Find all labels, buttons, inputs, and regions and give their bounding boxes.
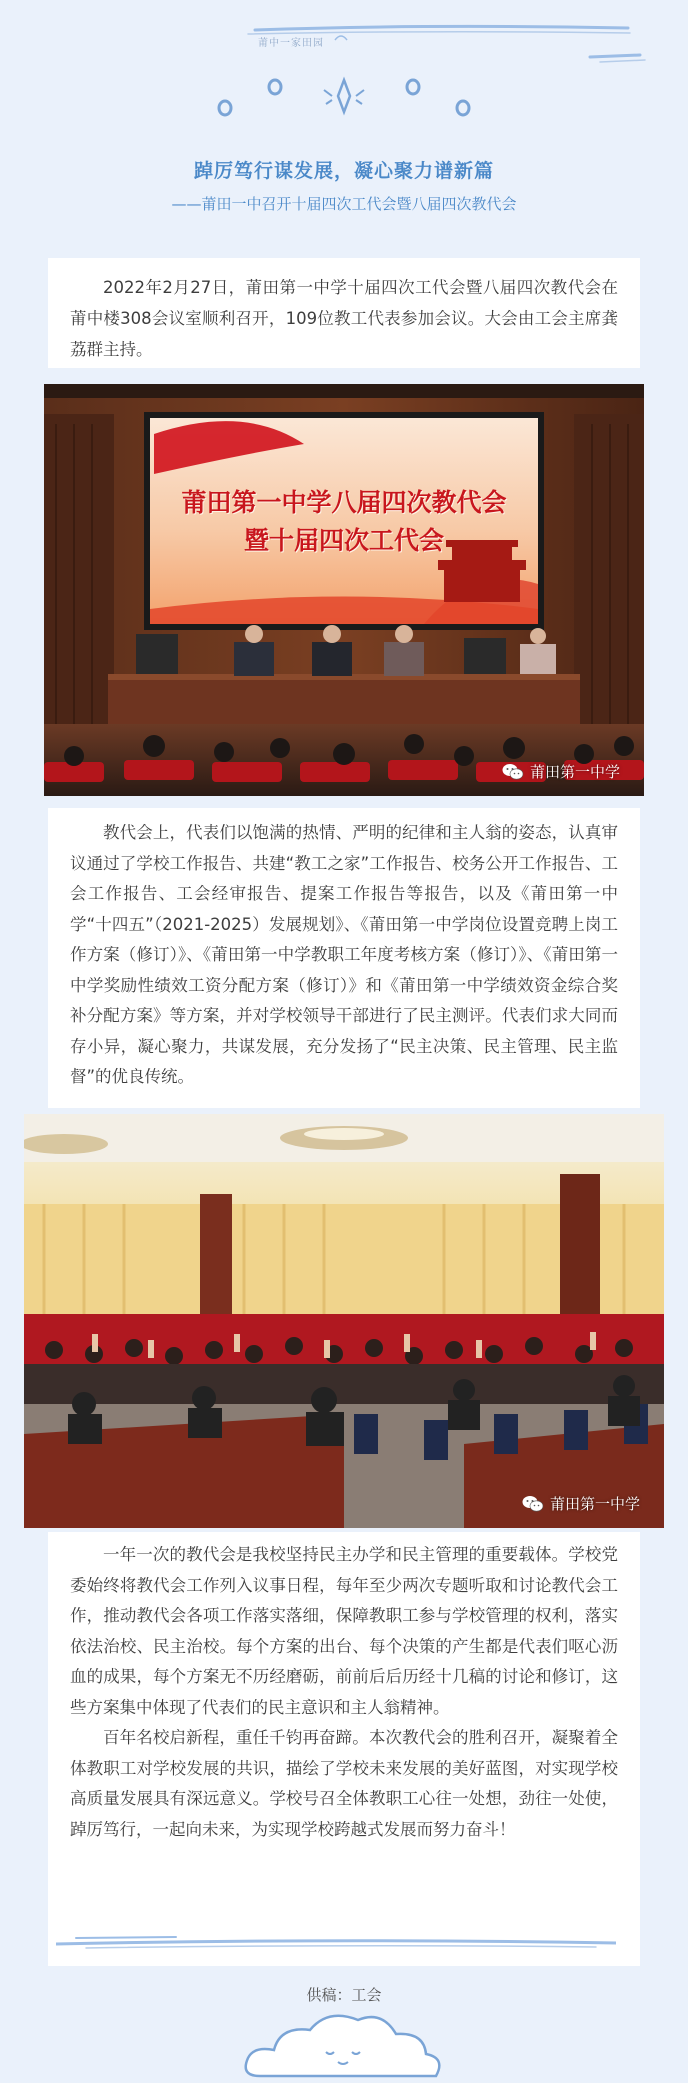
watermark-text-1: 莆田第一中学 [529, 763, 620, 781]
paragraph-3: 一年一次的教代会是我校坚持民主办学和民主管理的重要载体。学校党委始终将教代会工作列入议事日程，每年至少两次专题听取和讨论教代会工作，推动教代会各项工作落实落细，保障教职工参与学校管理的权利，落实依法治校、民主治校。每个方案的出台、每个决策的产生都是代表们呕心沥血的成果，每个方案无不历经磨砺，前前后后历经十几稿的讨论和修订，这些方案集中体现了代表们的民主意识和主人翁精神。 [70, 1545, 618, 1717]
screen-line-1: 莆田第一中学八届四次教代会 [181, 488, 507, 517]
paragraph-2: 教代会上，代表们以饱满的热情、严明的纪律和主人翁的姿态，认真审议通过了学校工作报告、共建“教工之家”工作报告、校务公开工作报告、工会工作报告、工会经审报告、提案工作报告等报告，以及《莆田第一中学“十四五”（2021-2025）发展规划》、《莆田第一中学岗位设置竞聘上岗工作方案（修订）》、《莆田第一中学教职工年度考核方案（修订）》、《莆田第一中学奖励性绩效工资分配方案（修订）》和《莆田第一中学绩效资金综合奖补分配方案》等方案，并对学校领导干部进行了民主测评。代表们求大同而存小异，凝心聚力，共谋发展，充分发扬了“民主决策、民主管理、民主监督”的优良传统。 [70, 823, 618, 1086]
header-brand: 莆中一家田园 [258, 38, 324, 49]
delegates-voting-photo [24, 1114, 664, 1528]
screen-banner [174, 484, 514, 560]
paragraph-card-2 [48, 808, 640, 1108]
paragraph-1: 2022年2月27日，莆田第一中学十届四次工代会暨八届四次教代会在莆中楼308会议室顺利召开，109位教工代表参加会议。大会由工会主席龚荔群主持。 [70, 278, 618, 359]
screen-line-2: 暨十届四次工代会 [243, 526, 444, 555]
contribution-credit: 供稿：工会 [306, 1986, 382, 2004]
wechat-icon [502, 763, 524, 781]
watermark-text-2: 莆田第一中学 [549, 1495, 640, 1513]
bottom-divider [56, 1930, 616, 1954]
wechat-watermark-1 [502, 761, 620, 782]
wechat-watermark-2 [522, 1493, 640, 1514]
article-title: 踔厉笃行谋发展，凝心聚力谱新篇 [193, 160, 494, 182]
header-decoration [0, 0, 688, 120]
cloud-icon [240, 2006, 450, 2083]
article-subtitle: ——莆田一中召开十届四次工代会暨八届四次教代会 [171, 195, 517, 213]
meeting-stage-photo [44, 384, 644, 796]
paragraph-card-1 [48, 258, 640, 368]
paragraph-card-3 [48, 1532, 640, 1966]
paragraph-4: 百年名校启新程，重任千钧再奋蹄。本次教代会的胜利召开，凝聚着全体教职工对学校发展的共识，描绘了学校未来发展的美好蓝图，对实现学校高质量发展具有深远意义。学校号召全体教职工心往一处想，劲往一处使，踔厉笃行，一起向未来，为实现学校跨越式发展而努力奋斗！ [70, 1728, 618, 1839]
wechat-icon [522, 1495, 544, 1513]
